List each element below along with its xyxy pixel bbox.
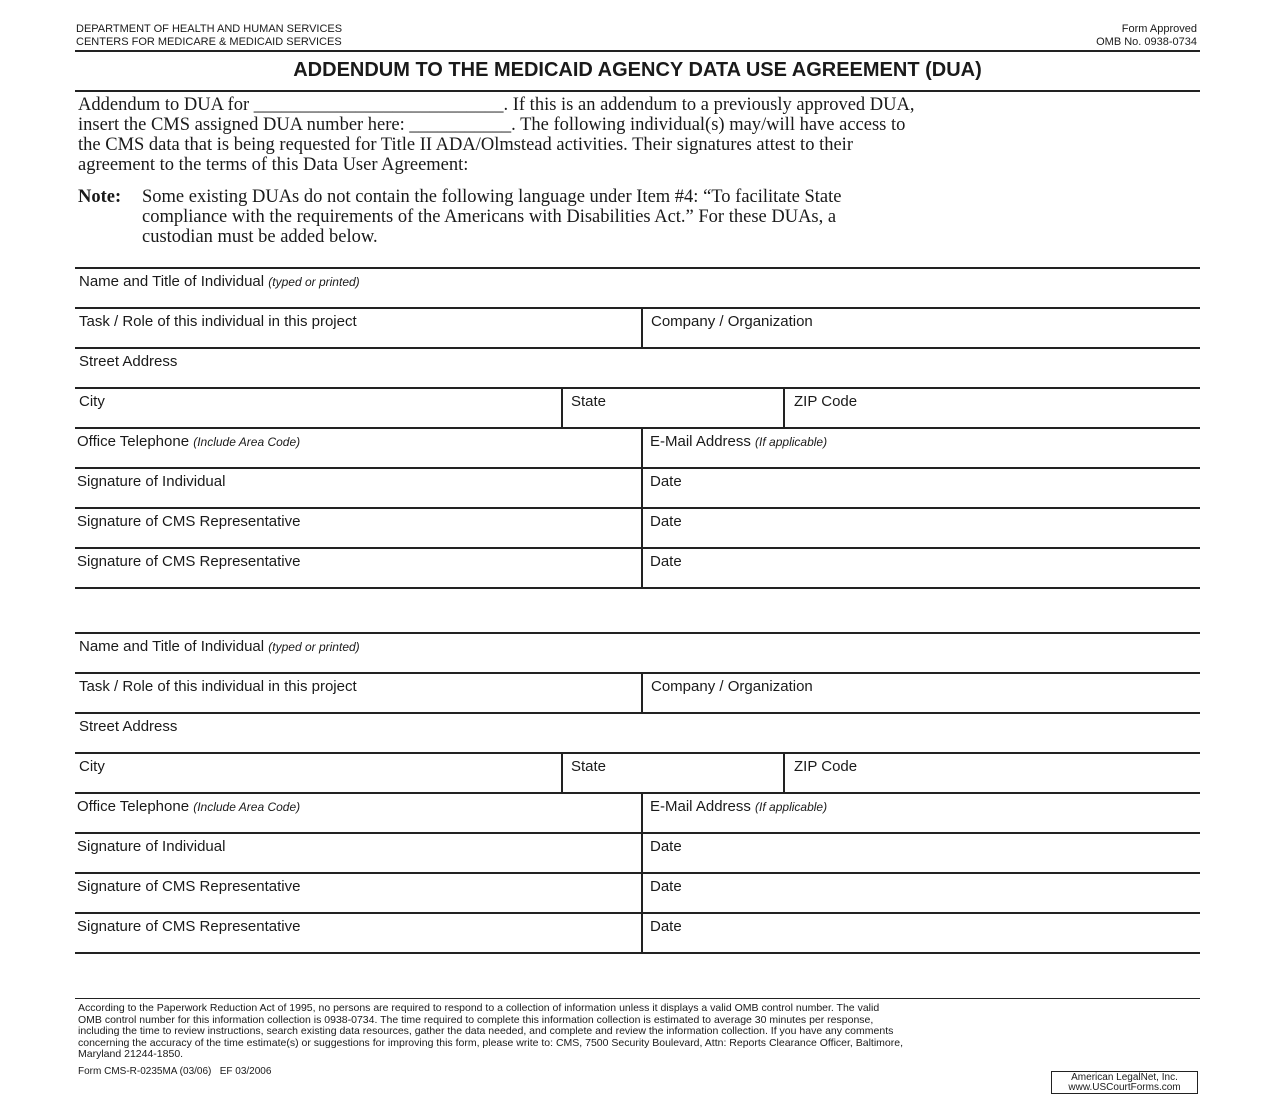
signature-individual-field[interactable] [75,834,641,872]
footer-rule [75,998,1200,999]
email-field[interactable] [641,429,1200,467]
city-field[interactable] [75,754,561,792]
date-field[interactable] [641,509,1200,547]
legalnet-name: American LegalNet, Inc. [1071,1072,1178,1083]
company-label: Company / Organization [651,678,813,695]
signature-cms-label: Signature of CMS Representative [77,918,301,935]
name-title-label: Name and Title of Individual (typed or printed) [79,273,360,290]
street-address-label: Street Address [79,353,178,370]
state-field[interactable] [561,389,783,427]
phone-email-row [75,427,1200,467]
individual-block-2 [75,632,1200,954]
office-phone-label: Office Telephone (Include Area Code) [77,798,301,815]
street-address-label: Street Address [79,718,178,735]
centers-name: CENTERS FOR MEDICARE & MEDICAID SERVICES [76,36,342,48]
signature-cms-label: Signature of CMS Representative [77,878,301,895]
signature-cms-field[interactable] [75,914,641,952]
signature-cms-field[interactable] [75,874,641,912]
city-state-zip-row [75,387,1200,427]
company-field[interactable] [641,309,1200,347]
legalnet-url: www.USCourtForms.com [1068,1082,1181,1093]
intro-line: the CMS data that is being requested for Title II ADA/Olmstead activities. Their signatures attest to their [78,135,853,155]
city-label: City [79,393,105,410]
note-line: Some existing DUAs do not contain the following language under Item #4: “To facilitate State [142,187,842,207]
street-address-field[interactable] [75,714,1200,752]
form-title: ADDENDUM TO THE MEDICAID AGENCY DATA USE AGREEMENT (DUA) [293,59,982,81]
signature-individual-field[interactable] [75,469,641,507]
block-end-rule [75,587,1200,589]
omb-approval [1096,23,1197,49]
signature-cms-row [75,547,1200,587]
paperwork-reduction-notice [78,1003,1198,1061]
signature-individual-label: Signature of Individual [77,838,226,855]
signature-cms-row [75,912,1200,952]
zip-label: ZIP Code [794,758,858,775]
office-phone-field[interactable] [75,429,641,467]
street-address-field[interactable] [75,349,1200,387]
email-field[interactable] [641,794,1200,832]
task-role-field[interactable] [75,309,641,347]
date-label: Date [650,878,682,895]
notice-line: Maryland 21244-1850. [78,1048,184,1061]
intro-paragraph [78,95,1194,175]
intro-line: agreement to the terms of this Data User Agreement: [78,155,469,175]
signature-cms-row [75,872,1200,912]
notice-line: concerning the accuracy of the time estimate(s) or suggestions for improving this form, please write to: CMS, 7500 Security Boulevard, Attn: Reports Clearance Officer, Baltimore, [78,1036,904,1049]
signature-individual-row [75,832,1200,872]
state-field[interactable] [561,754,783,792]
street-row [75,712,1200,752]
zip-field[interactable] [783,754,1200,792]
title-rule [75,90,1200,92]
city-label: City [79,758,105,775]
department-name: DEPARTMENT OF HEALTH AND HUMAN SERVICES [76,23,343,35]
signature-cms-row [75,507,1200,547]
intro-line: insert the CMS assigned DUA number here: ___________. The following individual(s) may/will have access to [78,115,906,135]
signature-cms-label: Signature of CMS Representative [77,553,301,570]
name-title-row [75,267,1200,307]
signature-individual-row [75,467,1200,507]
individual-block-1 [75,267,1200,589]
state-label: State [571,393,607,410]
note-body [142,187,1182,247]
note-line: compliance with the requirements of the Americans with Disabilities Act.” For these DUAs, a [142,207,837,227]
task-role-label: Task / Role of this individual in this project [79,313,357,330]
signature-individual-label: Signature of Individual [77,473,226,490]
task-company-row [75,307,1200,347]
company-field[interactable] [641,674,1200,712]
signature-cms-field[interactable] [75,509,641,547]
office-phone-label: Office Telephone (Include Area Code) [77,433,301,450]
notice-line: According to the Paperwork Reduction Act of 1995, no persons are required to respond to a collection of information unless it displays a valid OMB control number. The valid [78,1002,880,1014]
note-label: Note: [78,187,122,207]
state-label: State [571,758,607,775]
company-label: Company / Organization [651,313,813,330]
task-role-field[interactable] [75,674,641,712]
date-label: Date [650,513,682,530]
zip-label: ZIP Code [794,393,858,410]
date-field[interactable] [641,914,1200,952]
notice-line: including the time to review instructions, search existing data resources, gather the data needed, and complete and review the information collection. If you have any comments [78,1025,894,1038]
name-title-field[interactable] [75,634,1200,672]
name-title-row [75,632,1200,672]
intro-line: Addendum to DUA for ___________________________. If this is an addendum to a previously approved DUA, [78,95,915,115]
block-end-rule [75,952,1200,954]
name-title-label: Name and Title of Individual (typed or printed) [79,638,360,655]
zip-field[interactable] [783,389,1200,427]
city-field[interactable] [75,389,561,427]
task-company-row [75,672,1200,712]
signature-cms-label: Signature of CMS Representative [77,513,301,530]
city-state-zip-row [75,752,1200,792]
agency-header [76,23,342,49]
task-role-label: Task / Role of this individual in this project [79,678,357,695]
date-label: Date [650,918,682,935]
header-rule [75,50,1200,52]
name-title-field[interactable] [75,269,1200,307]
office-phone-field[interactable] [75,794,641,832]
signature-cms-field[interactable] [75,549,641,587]
note-line: custodian must be added below. [142,227,378,247]
date-field[interactable] [641,469,1200,507]
date-label: Date [650,473,682,490]
date-label: Date [650,553,682,570]
legalnet-badge [1051,1071,1198,1094]
email-label: E-Mail Address (If applicable) [650,433,828,450]
date-field[interactable] [641,834,1200,872]
form-approved-label: Form Approved [1121,23,1197,35]
phone-email-row [75,792,1200,832]
notice-line: OMB control number for this information collection is 0938-0734. The time required to complete this information collection is estimated to average 30 minutes per response, [78,1013,874,1026]
date-label: Date [650,838,682,855]
omb-number: OMB No. 0938-0734 [1096,36,1197,48]
form-number: Form CMS-R-0235MA (03/06) EF 03/2006 [78,1066,272,1077]
date-field[interactable] [641,549,1200,587]
date-field[interactable] [641,874,1200,912]
street-row [75,347,1200,387]
email-label: E-Mail Address (If applicable) [650,798,828,815]
